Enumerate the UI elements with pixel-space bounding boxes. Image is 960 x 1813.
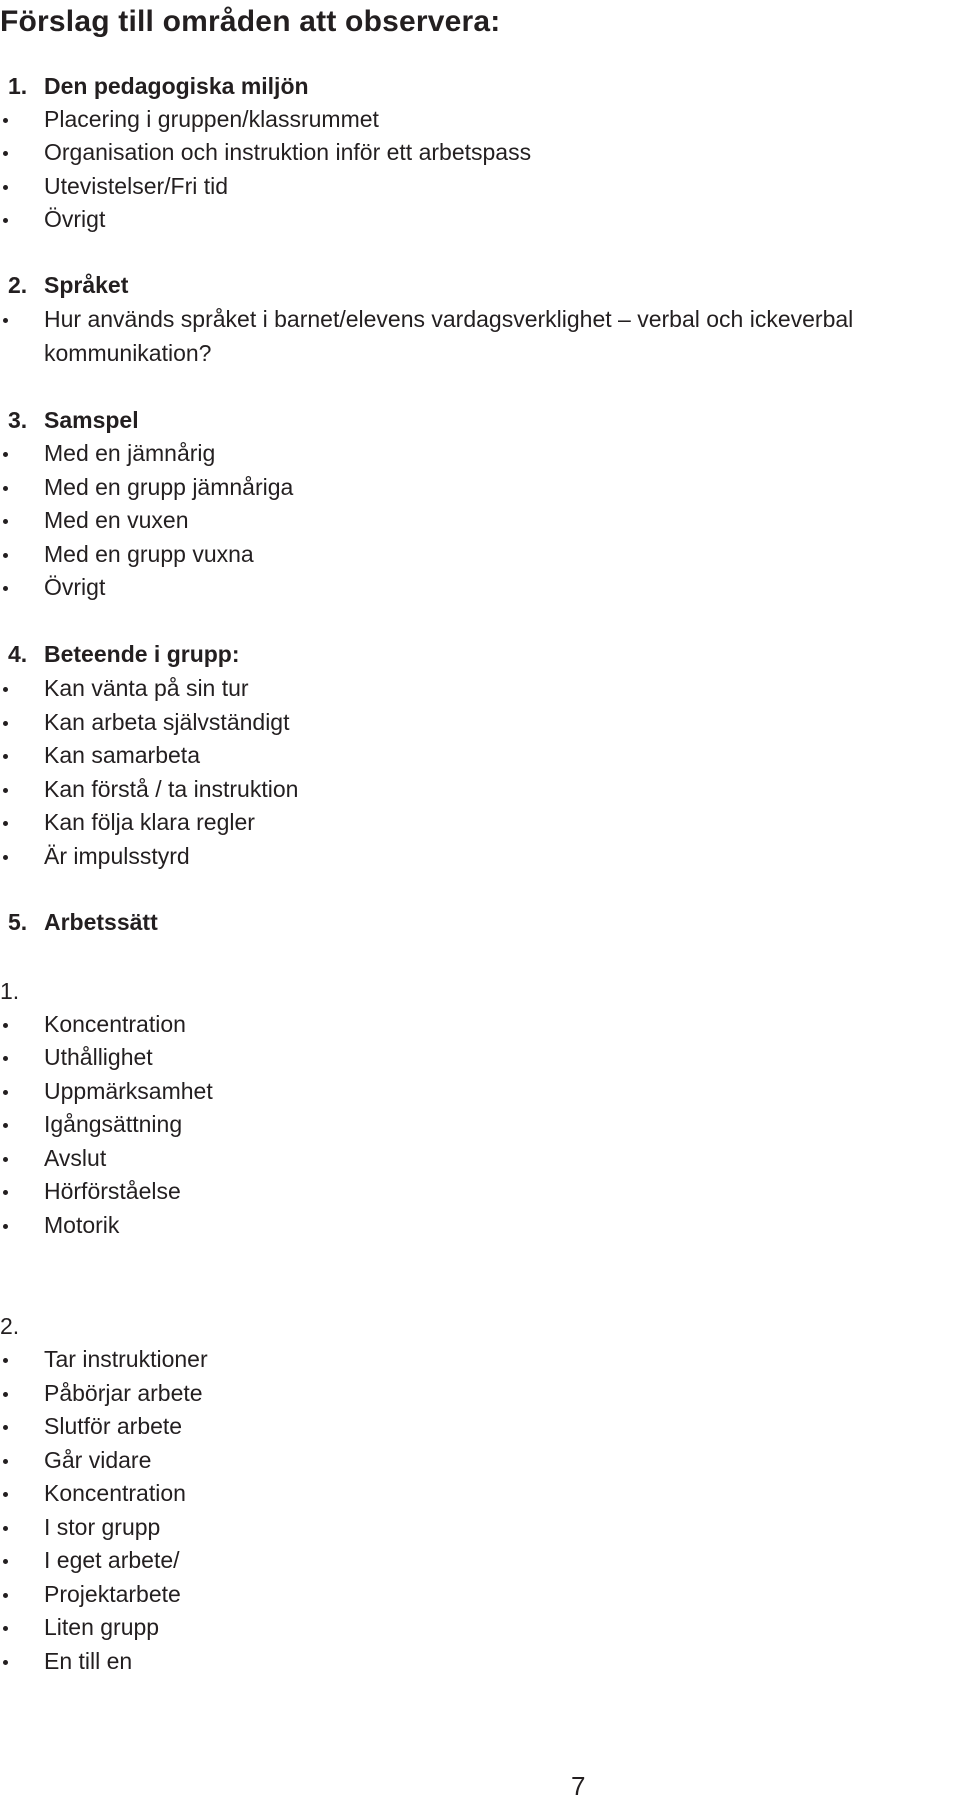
bullet-icon	[3, 452, 8, 457]
bullet-icon	[3, 1392, 8, 1397]
subgroup-label: 1.	[0, 978, 20, 1004]
bullet-icon	[3, 754, 8, 759]
bullet-icon	[3, 553, 8, 558]
bullet-icon	[3, 721, 8, 726]
bullet-icon	[3, 1358, 8, 1363]
section-number: 4.	[8, 641, 28, 667]
bullet-icon	[3, 218, 8, 223]
section-title: Den pedagogiska miljön	[44, 73, 309, 99]
section-title: Språket	[44, 272, 129, 298]
bullet-icon	[3, 1157, 8, 1162]
bullet-icon	[3, 118, 8, 123]
bullet-icon	[3, 687, 8, 692]
page-number: 7	[571, 1771, 586, 1801]
bullet-icon	[3, 1190, 8, 1195]
bullet-icon	[3, 185, 8, 190]
bullet-icon	[3, 1526, 8, 1531]
bullet-icon	[3, 855, 8, 860]
section-number: 2.	[8, 272, 28, 298]
bullet-icon	[3, 1425, 8, 1430]
bullet-icon	[3, 1626, 8, 1631]
bullet-icon	[3, 821, 8, 826]
subgroup-label: 2.	[0, 1313, 20, 1339]
section-heading	[8, 270, 128, 300]
bullet-icon	[3, 1090, 8, 1095]
bullet-icon	[3, 318, 8, 323]
bullet-icon	[3, 1492, 8, 1497]
bullet-icon	[3, 788, 8, 793]
section-title: Beteende i grupp:	[44, 641, 240, 667]
bullet-icon	[3, 1056, 8, 1061]
bullet-icon	[3, 1660, 8, 1665]
section-heading	[8, 639, 240, 669]
bullet-icon	[3, 1559, 8, 1564]
bullet-icon	[3, 1459, 8, 1464]
section-heading	[8, 71, 309, 101]
section-heading	[8, 907, 158, 937]
section-title: Arbetssätt	[44, 909, 158, 935]
document-page: Förslag till områden att observera: 1. Den pedagogiska miljön Placering i gruppen/klassrummet Organisation och instruktion inför ett arbetspass Utevistelser/Fri tid Övrigt 2. Språket Hur används språket i barnet/elevens vardagsverklighet – verbal och ickeverbal kommunikation? 3. Samspel Med en jämnårig Med en grupp jämnåriga Med en vuxen Med en grupp vuxna Övrigt 4. Beteende i grupp: Kan vänta på sin tur Kan arbeta självständigt Kan samarbeta Kan förstå / ta instruktion Kan följa klara regler Är impulsstyrd 5. Arbetssätt 1. Koncentration Uthållighet Uppmärksamhet Igångsättning Avslut Hörförståelse Motorik 2. Tar instruktioner Påbörjar arbete Slutför arbete Går vidare Koncentration I stor grupp I eget arbete/ Projektarbete Liten grupp En till en 7	[0, 0, 960, 1813]
bullet-icon	[3, 1224, 8, 1229]
page-title: Förslag till områden att observera:	[0, 5, 501, 38]
bullet-icon	[3, 1023, 8, 1028]
section-number: 5.	[8, 909, 28, 935]
bullet-icon	[3, 1593, 8, 1598]
section-title: Samspel	[44, 407, 139, 433]
section-number: 1.	[8, 73, 28, 99]
bullet-icon	[3, 586, 8, 591]
bullet-icon	[3, 519, 8, 524]
bullet-icon	[3, 1123, 8, 1128]
section-number: 3.	[8, 407, 28, 433]
bullet-icon	[3, 486, 8, 491]
section-heading	[8, 405, 139, 435]
bullet-icon	[3, 151, 8, 156]
